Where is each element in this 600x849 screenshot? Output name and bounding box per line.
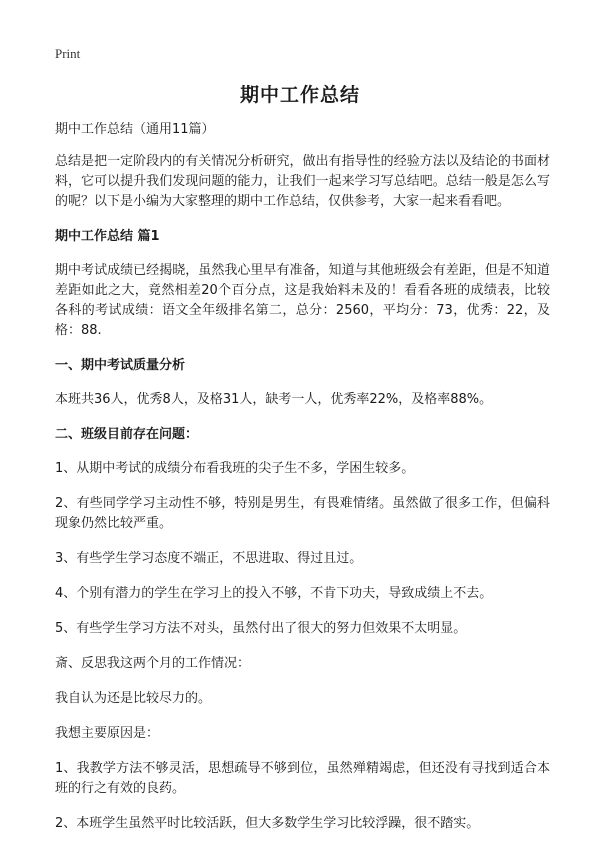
problem-item: 1、从期中考试的成绩分布看我班的尖子生不多，学困生较多。 xyxy=(55,461,415,476)
problems-heading: 二、班级目前存在问题： xyxy=(55,427,199,442)
document-title: 期中工作总结 xyxy=(239,84,360,106)
document-subtitle: 期中工作总结（通用11篇） xyxy=(55,122,215,137)
quality-analysis-heading: 一、期中考试质量分析 xyxy=(55,358,186,373)
intro-paragraph: 总结是把一定阶段内的有关情况分析研究，做出有指导性的经验方法以及结论的书面材料，它可以提升我们发现问题的能力，让我们一起来学习写总结吧。总结一般是怎么写的呢？以下是小编为大家整理的期中工作总结，仅供参考，大家一起来看看吧。 xyxy=(55,154,550,209)
reflection-line: 斎、反思我这两个月的工作情况： xyxy=(55,656,251,671)
self-assessment-line: 我自认为还是比较尽力的。 xyxy=(55,691,212,706)
print-link[interactable]: Print xyxy=(55,46,81,61)
problem-item: 3、有些学生学习态度不端正，不思进取、得过且过。 xyxy=(55,551,363,566)
reason-item: 2、本班学生虽然平时比较活跃，但大多数学生学习比较浮躁，很不踏实。 xyxy=(55,816,480,831)
section-heading: 期中工作总结 篇1 xyxy=(55,229,160,244)
reasons-intro-line: 我想主要原因是： xyxy=(55,726,160,741)
problem-item: 2、有些同学学习主动性不够，特别是男生，有畏难情绪。虽然做了很多工作，但偏科现象仍然比较严重。 xyxy=(55,496,550,531)
quality-analysis-text: 本班共36人，优秀8人，及格31人，缺考一人，优秀率22%，及格率88%。 xyxy=(55,392,493,407)
reason-item: 1、我教学方法不够灵活，思想疏导不够到位，虽然殚精竭虑，但还没有寻找到适合本班的行之有效的良药。 xyxy=(55,761,550,796)
problem-item: 4、个别有潜力的学生在学习上的投入不够，不肯下功夫，导致成绩上不去。 xyxy=(55,586,493,601)
problem-item: 5、有些学生学习方法不对头，虽然付出了很大的努力但效果不太明显。 xyxy=(55,621,467,636)
exam-results-paragraph: 期中考试成绩已经揭晓，虽然我心里早有准备，知道与其他班级会有差距，但是不知道差距如此之大，竟然相差20个百分点，这是我始料未及的！看看各班的成绩表，比较各科的考试成绩：语文全年级排名第二，总分：2560，平均分：73，优秀：22，及格：88. xyxy=(55,263,550,338)
document-body xyxy=(55,120,550,849)
